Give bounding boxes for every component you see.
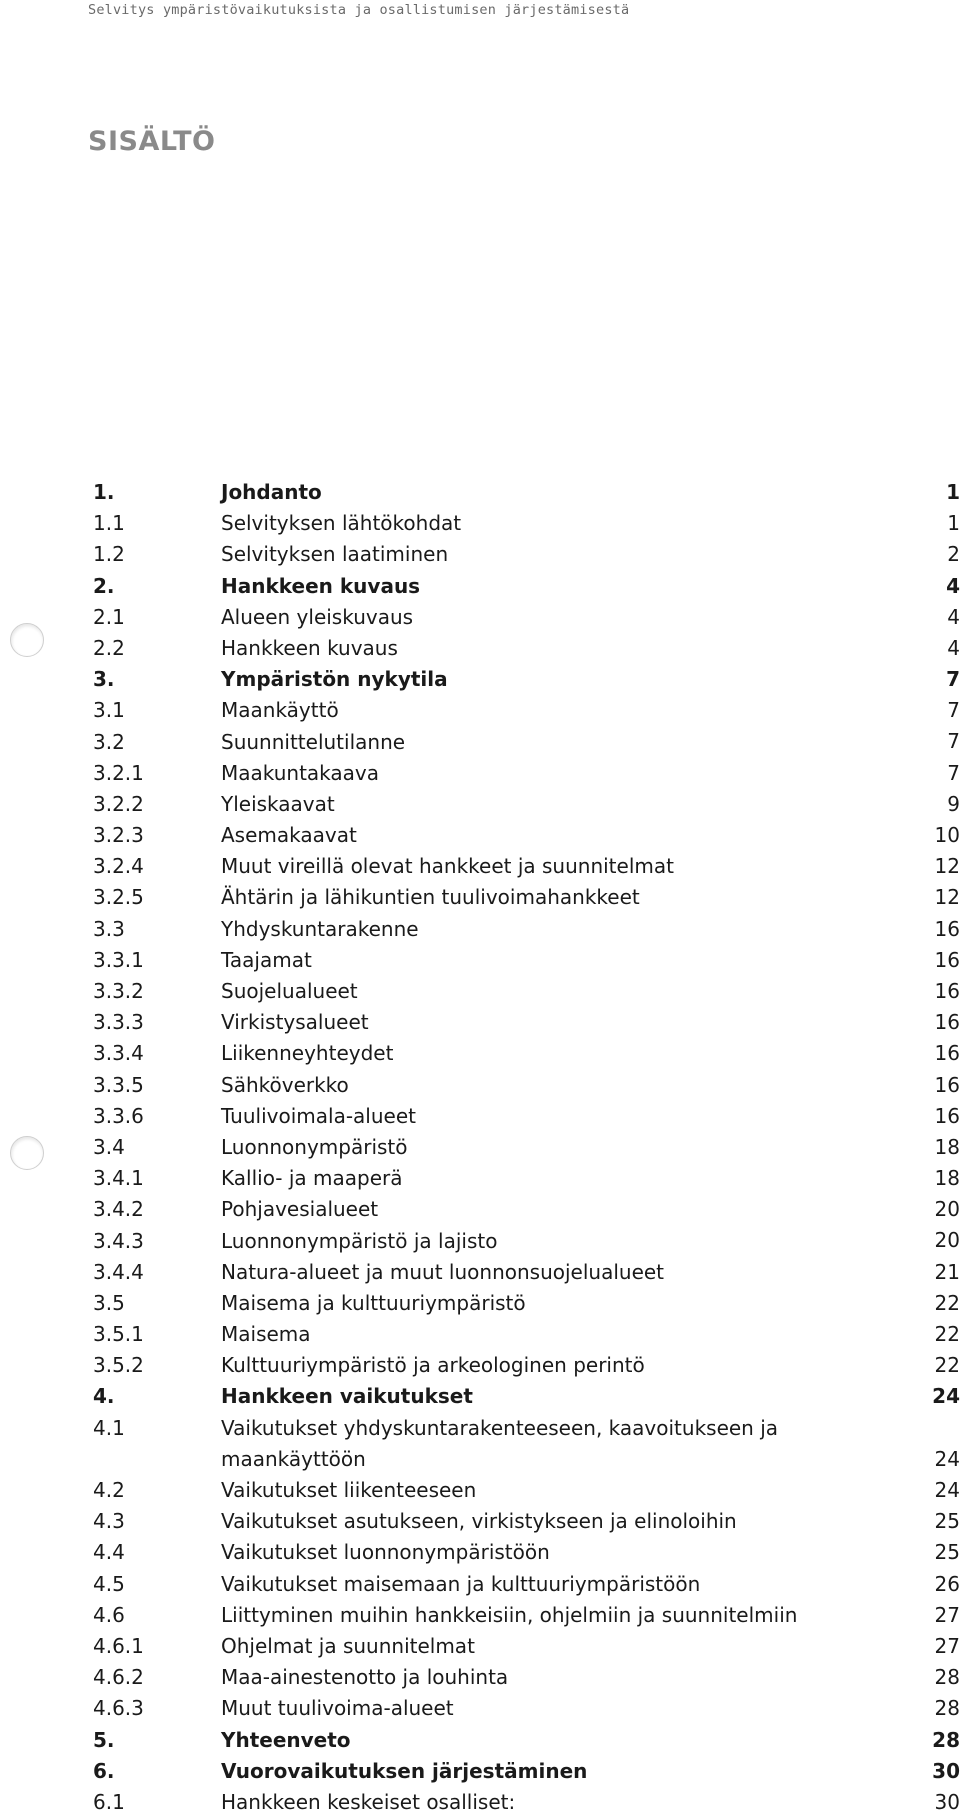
toc-entry-page: 25 [934, 1509, 960, 1534]
toc-entry[interactable] [93, 1257, 960, 1288]
running-header: Selvitys ympäristövaikutuksista ja osallistumisen järjestämisestä [88, 2, 630, 18]
toc-entry-title: Pohjavesialueet [221, 1197, 379, 1222]
toc-entry-page: 16 [934, 916, 960, 941]
toc-entry-number: 3.4.1 [93, 1166, 144, 1191]
toc-entry-page: 16 [934, 978, 960, 1003]
toc-entry-title: Tuulivoimala-alueet [221, 1103, 416, 1128]
toc-entry[interactable] [93, 1662, 960, 1693]
toc-entry-number: 1.1 [93, 511, 125, 536]
toc-entry-number: 3.3.1 [93, 947, 144, 972]
toc-entry-number: 4. [93, 1384, 115, 1409]
toc-entry-title: Sähköverkko [221, 1072, 349, 1097]
toc-entry-title: Hankkeen keskeiset osalliset: [221, 1789, 516, 1814]
toc-entry-page: 22 [934, 1322, 960, 1347]
toc-entry-page: 27 [934, 1633, 960, 1658]
toc-entry-page: 27 [934, 1602, 960, 1627]
toc-entry-title: Luonnonympäristö [221, 1134, 408, 1159]
toc-entry-number: 3.2 [93, 729, 125, 754]
toc-entry[interactable] [93, 1101, 960, 1132]
toc-entry[interactable] [93, 1070, 960, 1101]
toc-entry-page: 4 [947, 604, 960, 629]
toc-entry-number: 4.3 [93, 1509, 125, 1534]
toc-entry-page: 10 [934, 823, 960, 848]
toc-entry-number: 2.2 [93, 635, 125, 660]
toc-entry-page: 25 [934, 1540, 960, 1565]
toc-entry-title: Maankäyttö [221, 698, 339, 723]
toc-entry[interactable] [93, 727, 960, 758]
toc-entry-page: 24 [932, 1384, 960, 1409]
toc-entry-page: 1 [946, 479, 960, 504]
toc-entry-page: 22 [934, 1290, 960, 1315]
toc-entry-page: 1 [947, 511, 960, 536]
toc-entry-number: 4.6.3 [93, 1696, 144, 1721]
toc-entry-title: Hankkeen kuvaus [221, 573, 421, 598]
toc-entry-number: 3.2.4 [93, 854, 144, 879]
toc-entry-title: Yleiskaavat [221, 791, 335, 816]
toc-entry[interactable] [93, 1132, 960, 1163]
toc-entry-page: 12 [934, 854, 960, 879]
toc-entry-title: Maisema [221, 1322, 311, 1347]
toc-entry[interactable] [93, 602, 960, 633]
toc-entry[interactable] [93, 571, 960, 602]
toc-entry-title: Yhteenveto [221, 1727, 351, 1752]
toc-entry-page: 26 [934, 1571, 960, 1596]
toc-entry[interactable] [93, 1288, 960, 1319]
toc-entry-page: 9 [947, 791, 960, 816]
toc-entry[interactable] [93, 1226, 960, 1257]
toc-entry-title: Yhdyskuntarakenne [221, 916, 419, 941]
toc-entry[interactable] [93, 1693, 960, 1724]
toc-entry-title: Virkistysalueet [221, 1010, 369, 1035]
toc-entry-title: Natura-alueet ja muut luonnonsuojelualueet [221, 1259, 665, 1284]
toc-entry[interactable] [93, 664, 960, 695]
toc-entry[interactable] [93, 1163, 960, 1194]
toc-entry-page: 16 [934, 1041, 960, 1066]
toc-entry-title: Maisema ja kulttuuriympäristö [221, 1290, 526, 1315]
toc-entry-title: Suojelualueet [221, 979, 358, 1003]
toc-entry[interactable] [93, 1569, 960, 1600]
toc-entry[interactable] [93, 477, 960, 508]
toc-entry-number: 3.2.2 [93, 791, 144, 816]
toc-entry-number: 3.3.5 [93, 1072, 144, 1097]
toc-entry-number: 3.5.1 [93, 1322, 144, 1347]
toc-entry-page: 20 [934, 1197, 960, 1222]
toc-entry[interactable] [93, 1537, 960, 1568]
toc-entry-title: Vaikutukset luonnonympäristöön [221, 1540, 550, 1565]
toc-entry-number: 1.2 [93, 542, 125, 567]
toc-entry-page: 4 [946, 573, 960, 598]
toc-entry-number: 1. [93, 480, 115, 504]
toc-entry-number: 4.2 [93, 1478, 125, 1503]
toc-entry-page: 22 [934, 1353, 960, 1378]
toc-entry-page: 28 [934, 1665, 960, 1690]
toc-entry[interactable] [93, 1631, 960, 1662]
toc-entry-page: 16 [934, 947, 960, 972]
toc-entry[interactable] [93, 758, 960, 789]
toc-entry[interactable] [93, 1787, 960, 1818]
toc-entry[interactable] [93, 539, 960, 570]
toc-entry[interactable] [93, 1007, 960, 1038]
toc-entry-page: 28 [934, 1696, 960, 1721]
toc-entry-title: Johdanto [221, 480, 322, 504]
toc-entry-title: Kulttuuriympäristö ja arkeologinen perintö [221, 1353, 645, 1378]
toc-entry-number: 4.4 [93, 1540, 125, 1565]
toc-entry[interactable] [93, 695, 960, 726]
toc-entry-title: Muut vireillä olevat hankkeet ja suunnitelmat [221, 854, 674, 879]
toc-entry-title: Muut tuulivoima-alueet [221, 1696, 454, 1721]
toc-entry[interactable] [93, 1506, 960, 1537]
toc-entry-page: 21 [934, 1259, 960, 1284]
toc-entry-title: Taajamat [221, 947, 312, 972]
toc-entry-page: 7 [947, 729, 960, 754]
toc-entry-title: Liittyminen muihin hankkeisiin, ohjelmiin ja suunnitelmiin [221, 1602, 798, 1627]
toc-entry-page: 30 [932, 1758, 960, 1783]
toc-entry-title: Maakuntakaava [221, 760, 380, 785]
toc-entry-number: 6.1 [93, 1789, 125, 1814]
toc-entry-title: Liikenneyhteydet [221, 1041, 394, 1066]
toc-entry-title: Vuorovaikutuksen järjestäminen [221, 1758, 588, 1783]
toc-entry-page: 20 [934, 1228, 960, 1253]
toc-entry[interactable] [93, 882, 960, 913]
toc-entry[interactable] [93, 1413, 960, 1475]
toc-entry-title: Asemakaavat [221, 823, 357, 848]
toc-entry-number: 3.3.2 [93, 979, 144, 1003]
toc-entry-page: 2 [947, 542, 960, 567]
toc-entry[interactable] [93, 1194, 960, 1225]
toc-entry-number: 4.6.2 [93, 1665, 144, 1690]
toc-entry[interactable] [93, 945, 960, 976]
toc-entry-number: 3.2.5 [93, 885, 144, 910]
toc-entry-page: 7 [946, 667, 960, 692]
toc-entry-title: Luonnonympäristö ja lajisto [221, 1228, 498, 1253]
toc-entry-number: 6. [93, 1758, 115, 1783]
toc-entry-number: 4.1 [93, 1415, 125, 1440]
toc-entry-number: 3.2.3 [93, 823, 144, 848]
toc-entry-page: 24 [934, 1478, 960, 1502]
toc-entry[interactable] [93, 633, 960, 664]
toc-entry-number: 3.3.6 [93, 1103, 144, 1128]
toc-entry-number: 3.3.3 [93, 1010, 144, 1035]
toc-entry-page: 4 [947, 635, 960, 660]
toc-entry-number: 3.4.3 [93, 1228, 144, 1253]
toc-entry-title: Selvityksen lähtökohdat [221, 511, 462, 536]
toc-entry-title: Kallio- ja maaperä [221, 1166, 403, 1191]
toc-entry-page: 12 [934, 885, 960, 910]
toc-entry[interactable] [93, 508, 960, 539]
toc-entry-title: Maa-ainestenotto ja louhinta [221, 1665, 509, 1690]
toc-entry-page: 24 [934, 1446, 960, 1471]
toc-entry[interactable] [93, 1038, 960, 1069]
toc-entry-page: 30 [934, 1789, 960, 1814]
toc-entry-page: 28 [932, 1727, 960, 1752]
toc-entry-title: Ympäristön nykytila [221, 667, 448, 692]
toc-entry-number: 3.1 [93, 698, 125, 723]
toc-entry[interactable] [93, 1381, 960, 1412]
toc-entry-title: Vaikutukset maisemaan ja kulttuuriympäristöön [221, 1571, 701, 1596]
toc-entry[interactable] [93, 789, 960, 820]
toc-entry-number: 5. [93, 1727, 115, 1752]
toc-entry-number: 3.3.4 [93, 1041, 144, 1066]
toc-entry-number: 4.6.1 [93, 1633, 144, 1658]
toc-entry-page: 18 [934, 1134, 960, 1159]
toc-entry-number: 2. [93, 573, 115, 598]
toc-entry[interactable] [93, 851, 960, 882]
toc-entry[interactable] [93, 1725, 960, 1756]
toc-entry-number: 3.5 [93, 1290, 125, 1315]
toc-entry-title: Hankkeen vaikutukset [221, 1384, 473, 1409]
toc-entry-title: Selvityksen laatiminen [221, 542, 449, 567]
toc-entry-page: 16 [934, 1103, 960, 1128]
toc-entry-page: 7 [947, 760, 960, 785]
toc-entry-number: 2.1 [93, 604, 125, 629]
toc-entry-number: 3.5.2 [93, 1353, 144, 1378]
toc-entry-number: 3.4 [93, 1134, 125, 1159]
toc-entry[interactable] [93, 1319, 960, 1350]
toc-entry-title: Vaikutukset liikenteeseen [221, 1478, 477, 1503]
toc-entry-title: Suunnittelutilanne [221, 729, 406, 754]
toc-entry-number: 3.4.4 [93, 1259, 144, 1284]
toc-entry-title: Alueen yleiskuvaus [221, 604, 414, 629]
toc-entry[interactable] [93, 914, 960, 945]
toc-entry-title: Hankkeen kuvaus [221, 635, 398, 660]
toc-entry[interactable] [93, 1475, 960, 1506]
toc-entry[interactable] [93, 976, 960, 1007]
punch-hole-decoration [10, 1136, 44, 1170]
toc-entry-number: 3.2.1 [93, 760, 144, 785]
toc-entry-number: 4.6 [93, 1602, 125, 1627]
table-of-contents [93, 477, 960, 1818]
toc-entry-page: 7 [947, 698, 960, 723]
toc-entry[interactable] [93, 820, 960, 851]
toc-entry[interactable] [93, 1600, 960, 1631]
toc-entry-title: Vaikutukset yhdyskuntarakenteeseen, kaavoitukseen ja maankäyttöön [221, 1415, 779, 1471]
punch-hole-decoration [10, 623, 44, 657]
toc-entry-number: 3. [93, 667, 115, 692]
toc-entry-number: 4.5 [93, 1571, 125, 1596]
toc-entry[interactable] [93, 1350, 960, 1381]
toc-entry-page: 16 [934, 1010, 960, 1035]
toc-entry-title: Ohjelmat ja suunnitelmat [221, 1633, 475, 1658]
page-title: SISÄLTÖ [88, 126, 216, 157]
toc-entry-number: 3.3 [93, 916, 125, 941]
toc-entry-title: Vaikutukset asutukseen, virkistykseen ja elinoloihin [221, 1509, 737, 1534]
toc-entry-page: 18 [934, 1166, 960, 1191]
toc-entry-number: 3.4.2 [93, 1197, 144, 1222]
toc-entry-title: Ähtärin ja lähikuntien tuulivoimahankkeet [221, 885, 640, 910]
toc-entry-page: 16 [934, 1072, 960, 1097]
toc-entry[interactable] [93, 1756, 960, 1787]
